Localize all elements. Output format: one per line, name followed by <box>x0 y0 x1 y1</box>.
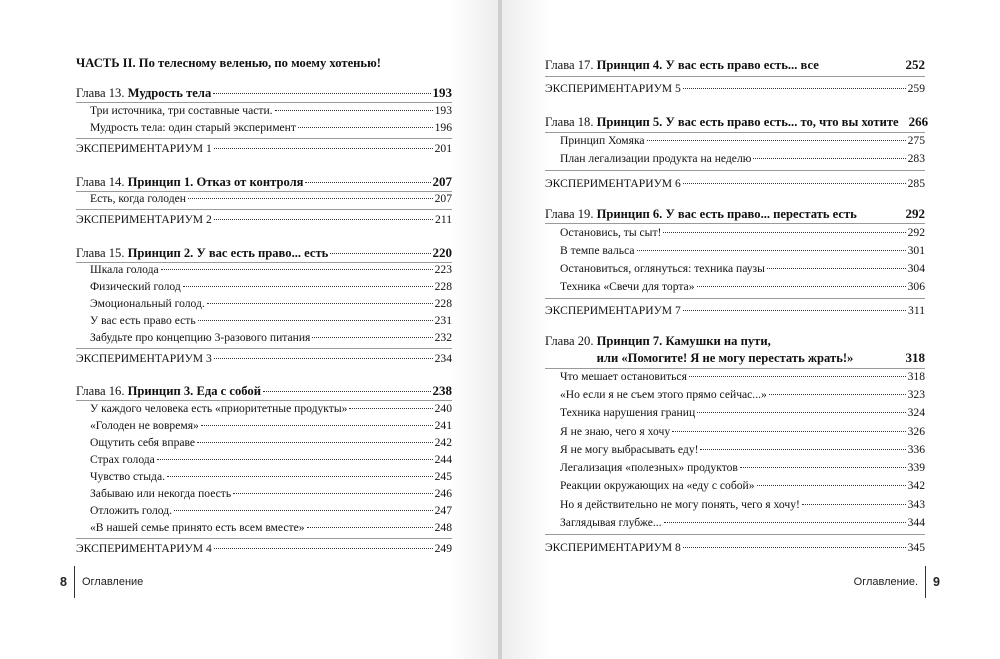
experiment-entry[interactable]: ЭКСПЕРИМЕНТАРИУМ 1 201 <box>76 142 452 155</box>
experiment-entry[interactable]: ЭКСПЕРИМЕНТАРИУМ 8 345 <box>545 541 925 554</box>
toc-entry[interactable]: Есть, когда голоден 207 <box>90 192 452 205</box>
chapter-heading[interactable]: Глава 15. Принцип 2. У вас есть право... есть 220 <box>76 245 452 260</box>
experiment-entry[interactable]: ЭКСПЕРИМЕНТАРИУМ 2 211 <box>76 213 452 226</box>
toc-entry[interactable]: Легализация «полезных» продуктов 339 <box>560 461 925 474</box>
separator-line <box>545 534 925 535</box>
toc-entry[interactable]: План легализации продукта на неделю 283 <box>560 152 925 165</box>
page-footer <box>854 566 940 598</box>
toc-entry[interactable]: У вас есть право есть 231 <box>90 314 452 327</box>
footer-label: Оглавление. <box>853 576 919 588</box>
toc-entry[interactable]: Физический голод 228 <box>90 280 452 293</box>
separator-line <box>76 348 452 349</box>
toc-entry[interactable]: «Но если я не съем этого прямо сейчас...» 323 <box>560 388 925 401</box>
separator-line <box>545 170 925 171</box>
toc-entry[interactable]: Страх голода 244 <box>90 453 452 466</box>
toc-entry[interactable]: Принцип Хомяка 275 <box>560 134 925 147</box>
experiment-entry[interactable]: ЭКСПЕРИМЕНТАРИУМ 3 234 <box>76 352 452 365</box>
table-of-contents-right <box>502 0 1000 659</box>
toc-entry[interactable]: Эмоциональный голод. 228 <box>90 297 452 310</box>
toc-entry[interactable]: Реакции окружающих на «еду с собой» 342 <box>560 479 925 492</box>
chapter-heading[interactable]: Глава 19. Принцип 6. У вас есть право... перестать есть 292 <box>545 206 925 221</box>
separator-line <box>545 368 925 369</box>
experiment-entry[interactable]: ЭКСПЕРИМЕНТАРИУМ 6 285 <box>545 177 925 190</box>
separator-line <box>545 132 925 133</box>
toc-entry[interactable]: Ощутить себя вправе 242 <box>90 436 452 449</box>
footer-label: Оглавление <box>81 576 144 588</box>
separator-line <box>76 102 452 103</box>
toc-entry[interactable]: «В нашей семье принято есть всем вместе» 248 <box>90 521 452 534</box>
toc-entry[interactable]: Забываю или некогда поесть 246 <box>90 487 452 500</box>
experiment-entry[interactable]: ЭКСПЕРИМЕНТАРИУМ 4 249 <box>76 542 452 555</box>
chapter-heading[interactable]: Глава 20. Принцип 7. Камушки на пути, <box>545 334 771 348</box>
separator-line <box>76 209 452 210</box>
toc-entry[interactable]: Отложить голод. 247 <box>90 504 452 517</box>
separator-line <box>545 76 925 77</box>
separator-line <box>76 400 452 401</box>
chapter-heading[interactable]: Глава 16. Принцип 3. Еда с собой 238 <box>76 383 452 398</box>
separator-line <box>76 138 452 139</box>
experiment-entry[interactable]: ЭКСПЕРИМЕНТАРИУМ 7 311 <box>545 304 925 317</box>
chapter-heading[interactable]: Глава 17. Принцип 4. У вас есть право есть... все 252 <box>545 57 925 72</box>
chapter-heading-line2[interactable]: или «Помогите! Я не могу перестать жрать!» 318 <box>596 350 925 365</box>
page-footer <box>60 566 143 598</box>
footer-divider <box>925 566 926 598</box>
toc-entry[interactable]: Я не знаю, чего я хочу 326 <box>560 425 925 438</box>
page-number: 8 <box>60 575 67 589</box>
part-title: ЧАСТЬ II. По телесному веленью, по моему хотенью! <box>76 56 381 70</box>
separator-line <box>76 538 452 539</box>
toc-entry[interactable]: Остановиться, оглянуться: техника паузы 304 <box>560 262 925 275</box>
toc-entry[interactable]: Три источника, три составные части. 193 <box>90 104 452 117</box>
table-of-contents-left <box>0 0 498 659</box>
right-page <box>502 0 1000 659</box>
toc-entry[interactable]: Чувство стыда. 245 <box>90 470 452 483</box>
page-number: 9 <box>933 575 940 589</box>
toc-entry[interactable]: Мудрость тела: один старый эксперимент 196 <box>90 121 452 134</box>
toc-entry[interactable]: Шкала голода 223 <box>90 263 452 276</box>
footer-divider <box>74 566 75 598</box>
chapter-heading[interactable]: Глава 18. Принцип 5. У вас есть право есть... то, что вы хотите 266 <box>545 114 929 129</box>
toc-entry[interactable]: В темпе вальса 301 <box>560 244 925 257</box>
separator-line <box>545 223 925 224</box>
toc-entry[interactable]: Но я действительно не могу понять, чего я хочу! 343 <box>560 498 925 511</box>
left-page <box>0 0 498 659</box>
toc-entry[interactable]: Заглядывая глубже... 344 <box>560 516 925 529</box>
toc-entry[interactable]: Забудьте про концепцию 3-разового питания 232 <box>90 331 452 344</box>
toc-entry[interactable]: Я не могу выбрасывать еду! 336 <box>560 443 925 456</box>
toc-entry[interactable]: Остановись, ты сыт! 292 <box>560 226 925 239</box>
chapter-heading[interactable]: Глава 13. Мудрость тела 193 <box>76 85 452 100</box>
toc-entry[interactable]: «Голоден не вовремя» 241 <box>90 419 452 432</box>
separator-line <box>545 298 925 299</box>
chapter-heading[interactable]: Глава 14. Принцип 1. Отказ от контроля 207 <box>76 174 452 189</box>
toc-entry[interactable]: Что мешает остановиться 318 <box>560 370 925 383</box>
toc-entry[interactable]: Техника «Свечи для торта» 306 <box>560 280 925 293</box>
toc-entry[interactable]: Техника нарушения границ 324 <box>560 406 925 419</box>
toc-entry[interactable]: У каждого человека есть «приоритетные продукты» 240 <box>90 402 452 415</box>
experiment-entry[interactable]: ЭКСПЕРИМЕНТАРИУМ 5 259 <box>545 82 925 95</box>
